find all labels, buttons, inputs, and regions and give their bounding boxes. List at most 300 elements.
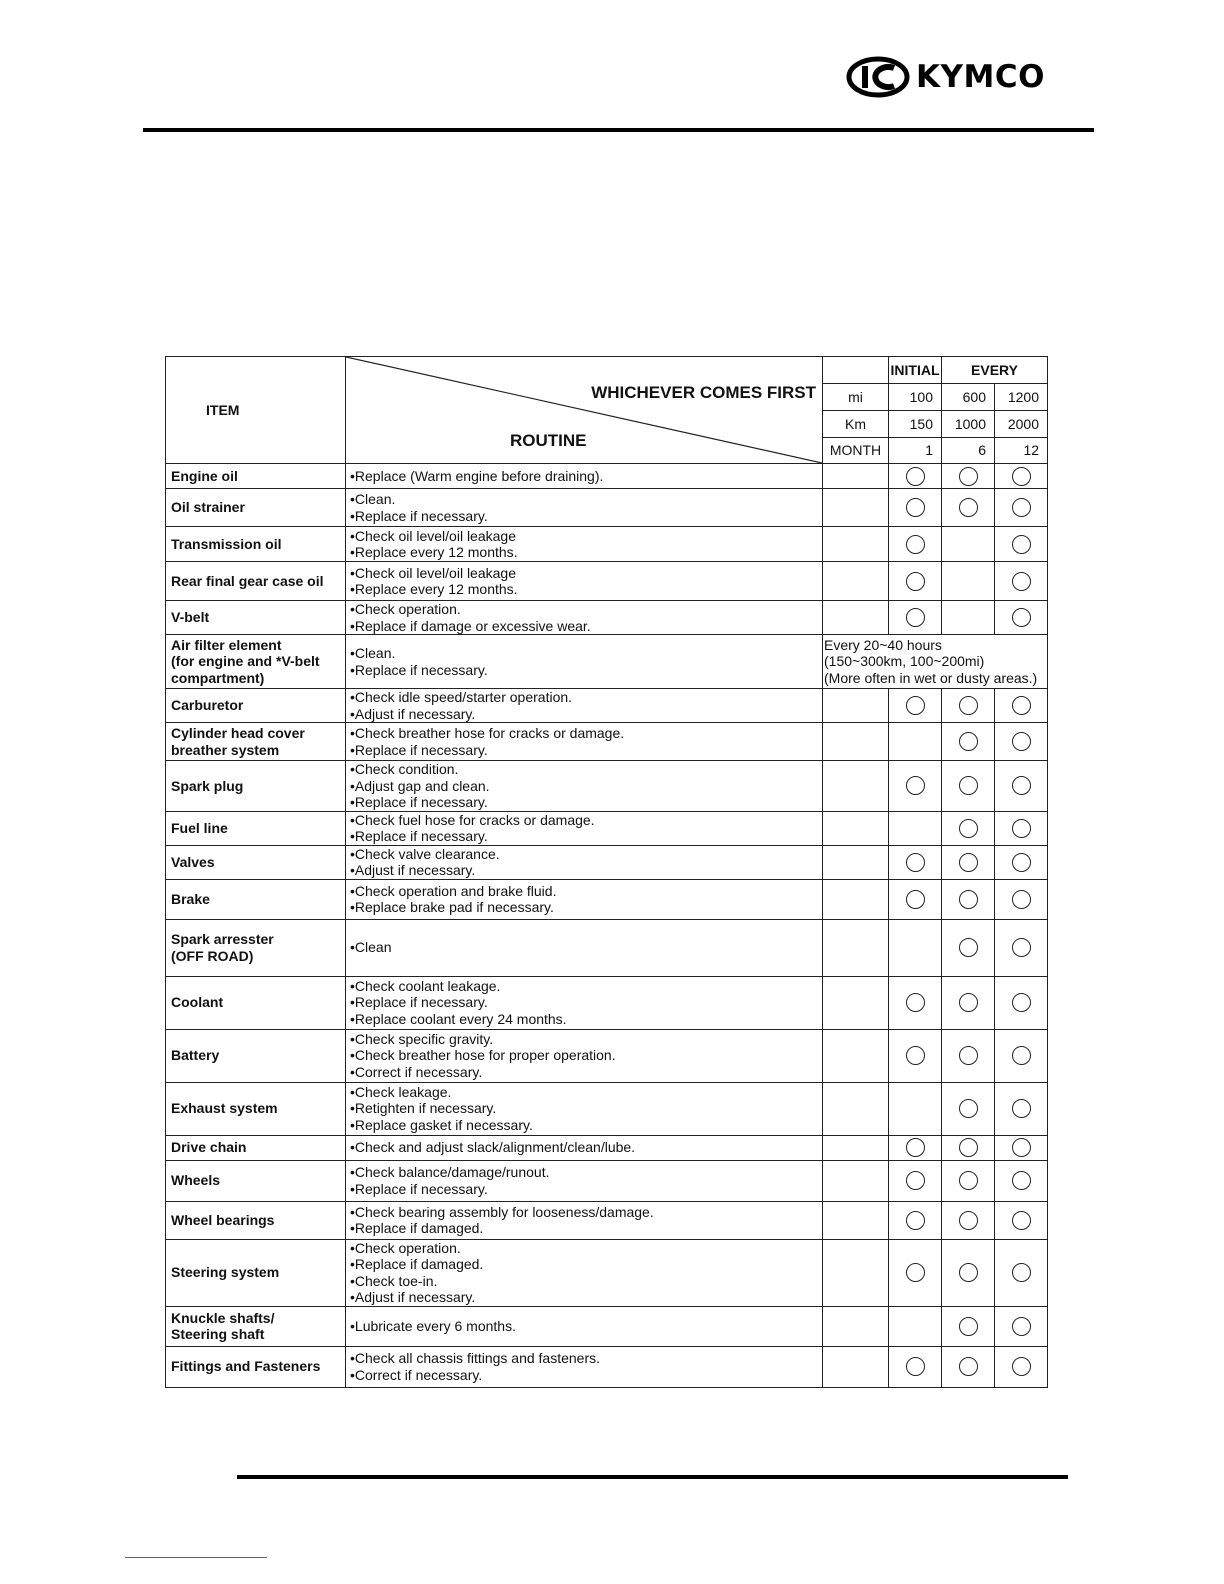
item-cell bbox=[166, 527, 346, 562]
routine-cell bbox=[346, 527, 823, 562]
table-row bbox=[166, 527, 1048, 562]
routine-step: •Check balance/damage/runout. bbox=[350, 1164, 550, 1180]
routine-step: •Correct if necessary. bbox=[350, 1063, 483, 1080]
routine-step: •Adjust if necessary. bbox=[350, 705, 476, 722]
blank-cell bbox=[823, 689, 889, 723]
interval-cell bbox=[942, 1239, 995, 1306]
interval-cell bbox=[942, 811, 995, 845]
item-cell bbox=[166, 723, 346, 761]
item-cell bbox=[166, 919, 346, 976]
check-circle-icon bbox=[906, 535, 925, 554]
check-circle-icon bbox=[906, 1138, 925, 1157]
top-rule bbox=[143, 128, 1094, 132]
item-name: Fuel line bbox=[171, 819, 228, 836]
interval-cell bbox=[942, 845, 995, 879]
routine-step: •Check operation. bbox=[350, 601, 461, 617]
interval-cell bbox=[995, 489, 1048, 527]
interval-cell bbox=[942, 761, 995, 812]
item-cell bbox=[166, 1160, 346, 1201]
blank-cell bbox=[823, 489, 889, 527]
routine-step: •Replace if damage or excessive wear. bbox=[350, 617, 591, 634]
routine-cell bbox=[346, 689, 823, 723]
item-name: Oil strainer bbox=[171, 499, 245, 516]
item-name: Battery bbox=[171, 1047, 220, 1064]
interval-cell bbox=[942, 1082, 995, 1135]
check-circle-icon bbox=[906, 572, 925, 591]
interval-cell bbox=[995, 1346, 1048, 1387]
check-circle-icon bbox=[1012, 732, 1031, 751]
blank-cell bbox=[823, 879, 889, 919]
check-circle-icon bbox=[906, 1171, 925, 1190]
interval-cell bbox=[995, 601, 1048, 635]
routine-cell bbox=[346, 562, 823, 601]
check-circle-icon bbox=[906, 1211, 925, 1230]
routine-cell bbox=[346, 1160, 823, 1201]
item-name: Air filter element bbox=[171, 636, 282, 653]
item-name: Transmission oil bbox=[171, 535, 282, 552]
routine-step: •Retighten if necessary. bbox=[350, 1100, 497, 1117]
interval-cell bbox=[942, 1029, 995, 1082]
interval-cell bbox=[995, 723, 1048, 761]
unit-value: 6 bbox=[942, 438, 995, 464]
check-circle-icon bbox=[959, 1138, 978, 1157]
item-cell bbox=[166, 601, 346, 635]
interval-cell bbox=[942, 919, 995, 976]
interval-cell bbox=[995, 1239, 1048, 1306]
routine-cell bbox=[346, 464, 823, 489]
check-circle-icon bbox=[906, 853, 925, 872]
interval-cell bbox=[942, 1160, 995, 1201]
blank-cell bbox=[823, 845, 889, 879]
item-name: Spark plug bbox=[171, 777, 244, 794]
check-circle-icon bbox=[959, 1046, 978, 1065]
table-row bbox=[166, 1346, 1048, 1387]
routine-step: •Replace every 12 months. bbox=[350, 544, 518, 560]
table-row bbox=[166, 976, 1048, 1029]
routine-step: •Replace gasket if necessary. bbox=[350, 1116, 533, 1133]
item-cell bbox=[166, 1201, 346, 1239]
interval-cell bbox=[889, 489, 942, 527]
interval-cell bbox=[889, 1082, 942, 1135]
check-circle-icon bbox=[906, 993, 925, 1012]
routine-step: •Clean bbox=[350, 939, 392, 956]
interval-cell bbox=[942, 562, 995, 601]
check-circle-icon bbox=[1012, 819, 1031, 838]
check-circle-icon bbox=[1012, 467, 1031, 486]
routine-cell bbox=[346, 845, 823, 879]
check-circle-icon bbox=[906, 608, 925, 627]
routine-cell bbox=[346, 635, 823, 689]
kymco-emblem-icon bbox=[846, 56, 910, 98]
interval-cell bbox=[942, 489, 995, 527]
blank-cell bbox=[823, 1029, 889, 1082]
check-circle-icon bbox=[906, 776, 925, 795]
routine-step: •Replace if necessary. bbox=[350, 794, 488, 810]
check-circle-icon bbox=[906, 890, 925, 909]
unit-label: mi bbox=[823, 384, 889, 411]
item-cell bbox=[166, 811, 346, 845]
unit-label: Km bbox=[823, 411, 889, 438]
interval-cell bbox=[889, 689, 942, 723]
routine-step: •Check and adjust slack/alignment/clean/lube. bbox=[350, 1139, 636, 1156]
table-row bbox=[166, 919, 1048, 976]
interval-cell bbox=[942, 1201, 995, 1239]
item-name: Spark arresster bbox=[171, 931, 274, 947]
routine-step: •Check all chassis fittings and fasteners. bbox=[350, 1350, 601, 1366]
check-circle-icon bbox=[1012, 572, 1031, 591]
interval-cell bbox=[889, 811, 942, 845]
check-circle-icon bbox=[959, 890, 978, 909]
routine-step: •Clean. bbox=[350, 645, 396, 661]
item-name: Fittings and Fasteners bbox=[171, 1358, 321, 1375]
check-circle-icon bbox=[1012, 1263, 1031, 1282]
check-circle-icon bbox=[1012, 1357, 1031, 1376]
routine-step: •Replace if damaged. bbox=[350, 1256, 484, 1272]
check-circle-icon bbox=[959, 1211, 978, 1230]
item-cell bbox=[166, 1346, 346, 1387]
interval-cell bbox=[942, 527, 995, 562]
check-circle-icon bbox=[959, 853, 978, 872]
header-initial: INITIAL bbox=[889, 357, 942, 384]
item-name: Engine oil bbox=[171, 467, 238, 484]
interval-cell bbox=[889, 845, 942, 879]
unit-value: 100 bbox=[889, 384, 942, 411]
routine-cell bbox=[346, 1346, 823, 1387]
item-name: Cylinder head cover bbox=[171, 725, 305, 741]
header-item: ITEM bbox=[166, 357, 346, 464]
routine-cell bbox=[346, 919, 823, 976]
table-row bbox=[166, 464, 1048, 489]
blank-cell bbox=[823, 1135, 889, 1160]
check-circle-icon bbox=[959, 1263, 978, 1282]
check-circle-icon bbox=[959, 776, 978, 795]
check-circle-icon bbox=[1012, 696, 1031, 715]
header-routine-cell bbox=[346, 357, 823, 464]
routine-step: •Check breather hose for proper operation. bbox=[350, 1047, 616, 1064]
unit-value: 2000 bbox=[995, 411, 1048, 438]
routine-step: •Replace if necessary. bbox=[350, 994, 488, 1011]
header-every: EVERY bbox=[942, 357, 1048, 384]
item-name: Wheels bbox=[171, 1172, 221, 1189]
check-circle-icon bbox=[1012, 608, 1031, 627]
check-circle-icon bbox=[959, 938, 978, 957]
interval-cell bbox=[942, 1346, 995, 1387]
table-row bbox=[166, 1160, 1048, 1201]
interval-cell bbox=[995, 1201, 1048, 1239]
routine-step: •Replace if necessary. bbox=[350, 828, 488, 844]
table-row bbox=[166, 845, 1048, 879]
table-row bbox=[166, 1201, 1048, 1239]
brand-name: KYMCO bbox=[916, 59, 1045, 95]
table-row bbox=[166, 562, 1048, 601]
table-row bbox=[166, 635, 1048, 689]
check-circle-icon bbox=[906, 467, 925, 486]
routine-cell bbox=[346, 489, 823, 527]
table-row bbox=[166, 879, 1048, 919]
blank-cell bbox=[823, 1082, 889, 1135]
routine-step: •Check coolant leakage. bbox=[350, 977, 501, 994]
check-circle-icon bbox=[906, 1263, 925, 1282]
check-circle-icon bbox=[1012, 853, 1031, 872]
interval-cell bbox=[889, 761, 942, 812]
interval-cell bbox=[995, 976, 1048, 1029]
check-circle-icon bbox=[959, 498, 978, 517]
kymco-logo bbox=[846, 56, 1045, 98]
header-routine: ROUTINE bbox=[510, 431, 587, 450]
item-cell bbox=[166, 489, 346, 527]
routine-step: •Replace coolant every 24 months. bbox=[350, 1010, 567, 1027]
check-circle-icon bbox=[1012, 776, 1031, 795]
item-name: Steering system bbox=[171, 1264, 280, 1281]
routine-step: •Check operation and brake fluid. bbox=[350, 882, 557, 899]
check-circle-icon bbox=[906, 1046, 925, 1065]
interval-cell bbox=[942, 1135, 995, 1160]
interval-cell bbox=[889, 527, 942, 562]
blank-cell bbox=[823, 1239, 889, 1306]
routine-step: •Check breather hose for cracks or damage. bbox=[350, 725, 625, 741]
item-name: Exhaust system bbox=[171, 1100, 278, 1117]
interval-note-line: (150~300km, 100~200mi) bbox=[824, 653, 985, 670]
item-name: Knuckle shafts/ bbox=[171, 1309, 275, 1326]
interval-cell bbox=[995, 879, 1048, 919]
blank-cell bbox=[823, 761, 889, 812]
table-row bbox=[166, 1239, 1048, 1306]
item-name: (for engine and *V-belt bbox=[171, 653, 320, 670]
footer-link-underline bbox=[125, 1557, 267, 1558]
routine-step: •Adjust if necessary. bbox=[350, 862, 476, 878]
header-whichever: WHICHEVER COMES FIRST bbox=[591, 383, 816, 402]
blank-cell bbox=[823, 601, 889, 635]
item-cell bbox=[166, 562, 346, 601]
unit-value: 1200 bbox=[995, 384, 1048, 411]
item-cell bbox=[166, 1239, 346, 1306]
interval-cell bbox=[995, 527, 1048, 562]
interval-cell bbox=[942, 879, 995, 919]
routine-step: •Check oil level/oil leakage bbox=[350, 527, 516, 544]
check-circle-icon bbox=[959, 819, 978, 838]
interval-cell bbox=[889, 1135, 942, 1160]
unit-value: 150 bbox=[889, 411, 942, 438]
interval-cell bbox=[889, 601, 942, 635]
routine-step: •Correct if necessary. bbox=[350, 1366, 483, 1383]
table-row bbox=[166, 601, 1048, 635]
routine-step: •Adjust if necessary. bbox=[350, 1289, 476, 1305]
blank-cell bbox=[823, 919, 889, 976]
interval-cell bbox=[995, 1306, 1048, 1346]
routine-step: •Replace every 12 months. bbox=[350, 581, 518, 597]
routine-cell bbox=[346, 601, 823, 635]
interval-cell bbox=[995, 845, 1048, 879]
routine-step: •Replace if necessary. bbox=[350, 1180, 488, 1197]
item-name: compartment) bbox=[171, 669, 265, 686]
item-name: Coolant bbox=[171, 994, 224, 1011]
check-circle-icon bbox=[1012, 1099, 1031, 1118]
table-row bbox=[166, 723, 1048, 761]
routine-cell bbox=[346, 1306, 823, 1346]
item-name: Wheel bearings bbox=[171, 1211, 275, 1228]
interval-cell bbox=[942, 689, 995, 723]
header-blank bbox=[823, 357, 889, 384]
table-row bbox=[166, 761, 1048, 812]
routine-step: •Check bearing assembly for looseness/damage. bbox=[350, 1203, 654, 1220]
check-circle-icon bbox=[1012, 1138, 1031, 1157]
routine-step: •Adjust gap and clean. bbox=[350, 777, 490, 794]
routine-step: •Replace brake pad if necessary. bbox=[350, 899, 554, 915]
interval-cell bbox=[889, 464, 942, 489]
routine-step: •Check idle speed/starter operation. bbox=[350, 689, 573, 705]
routine-step: •Replace if necessary. bbox=[350, 507, 488, 524]
check-circle-icon bbox=[959, 1357, 978, 1376]
interval-cell bbox=[995, 562, 1048, 601]
routine-step: •Replace if necessary. bbox=[350, 741, 488, 758]
interval-cell bbox=[995, 689, 1048, 723]
routine-step: •Check leakage. bbox=[350, 1083, 452, 1100]
routine-step: •Lubricate every 6 months. bbox=[350, 1317, 516, 1334]
interval-cell bbox=[942, 464, 995, 489]
interval-cell bbox=[995, 464, 1048, 489]
item-cell bbox=[166, 1029, 346, 1082]
item-name: (OFF ROAD) bbox=[171, 947, 254, 964]
unit-value: 12 bbox=[995, 438, 1048, 464]
check-circle-icon bbox=[1012, 993, 1031, 1012]
interval-cell bbox=[942, 601, 995, 635]
interval-cell bbox=[889, 879, 942, 919]
check-circle-icon bbox=[1012, 890, 1031, 909]
blank-cell bbox=[823, 1160, 889, 1201]
interval-cell bbox=[995, 811, 1048, 845]
table-row bbox=[166, 811, 1048, 845]
table-row bbox=[166, 489, 1048, 527]
item-cell bbox=[166, 879, 346, 919]
header-row-1 bbox=[166, 357, 1048, 384]
routine-cell bbox=[346, 723, 823, 761]
item-name: V-belt bbox=[171, 609, 210, 626]
item-cell bbox=[166, 845, 346, 879]
check-circle-icon bbox=[959, 696, 978, 715]
routine-cell bbox=[346, 879, 823, 919]
check-circle-icon bbox=[906, 1357, 925, 1376]
unit-value: 1 bbox=[889, 438, 942, 464]
interval-note-line: Every 20~40 hours bbox=[824, 636, 942, 653]
routine-step: •Check specific gravity. bbox=[350, 1030, 494, 1047]
routine-step: •Check fuel hose for cracks or damage. bbox=[350, 811, 595, 828]
table-row bbox=[166, 1082, 1048, 1135]
check-circle-icon bbox=[1012, 1211, 1031, 1230]
check-circle-icon bbox=[1012, 498, 1031, 517]
interval-cell bbox=[995, 919, 1048, 976]
maintenance-schedule-table bbox=[165, 356, 1048, 1388]
routine-cell bbox=[346, 1201, 823, 1239]
interval-cell bbox=[889, 1029, 942, 1082]
item-name: Drive chain bbox=[171, 1139, 247, 1156]
item-name: Brake bbox=[171, 890, 210, 907]
table-row bbox=[166, 1306, 1048, 1346]
check-circle-icon bbox=[959, 1171, 978, 1190]
interval-cell bbox=[995, 1029, 1048, 1082]
routine-step: •Replace if damaged. bbox=[350, 1220, 484, 1236]
check-circle-icon bbox=[1012, 1317, 1031, 1336]
unit-value: 600 bbox=[942, 384, 995, 411]
interval-cell bbox=[889, 723, 942, 761]
check-circle-icon bbox=[906, 696, 925, 715]
interval-cell bbox=[889, 976, 942, 1029]
interval-cell bbox=[995, 761, 1048, 812]
routine-step: •Check toe-in. bbox=[350, 1272, 438, 1289]
blank-cell bbox=[823, 1201, 889, 1239]
check-circle-icon bbox=[959, 467, 978, 486]
table-body bbox=[166, 357, 1048, 1388]
interval-cell bbox=[942, 723, 995, 761]
check-circle-icon bbox=[959, 1317, 978, 1336]
item-cell bbox=[166, 1135, 346, 1160]
check-circle-icon bbox=[959, 1099, 978, 1118]
blank-cell bbox=[823, 723, 889, 761]
routine-step: •Check oil level/oil leakage bbox=[350, 564, 516, 581]
interval-cell bbox=[889, 919, 942, 976]
routine-step: •Replace (Warm engine before draining). bbox=[350, 467, 604, 484]
interval-note-line: (More often in wet or dusty areas.) bbox=[824, 669, 1038, 686]
check-circle-icon bbox=[959, 993, 978, 1012]
table-row bbox=[166, 689, 1048, 723]
check-circle-icon bbox=[1012, 1046, 1031, 1065]
interval-cell bbox=[942, 976, 995, 1029]
item-name: Carburetor bbox=[171, 697, 244, 714]
check-circle-icon bbox=[906, 498, 925, 517]
table-row bbox=[166, 1029, 1048, 1082]
routine-step: •Check condition. bbox=[350, 761, 459, 777]
check-circle-icon bbox=[1012, 938, 1031, 957]
routine-step: •Check valve clearance. bbox=[350, 845, 500, 862]
routine-cell bbox=[346, 976, 823, 1029]
interval-note bbox=[823, 635, 1048, 689]
interval-cell bbox=[995, 1160, 1048, 1201]
interval-cell bbox=[995, 1135, 1048, 1160]
interval-cell bbox=[889, 1201, 942, 1239]
item-name: Steering shaft bbox=[171, 1326, 265, 1342]
routine-cell bbox=[346, 1029, 823, 1082]
item-cell bbox=[166, 976, 346, 1029]
item-cell bbox=[166, 761, 346, 812]
check-circle-icon bbox=[1012, 1171, 1031, 1190]
routine-cell bbox=[346, 1239, 823, 1306]
unit-label: MONTH bbox=[823, 438, 889, 464]
item-cell bbox=[166, 1306, 346, 1346]
item-name: Rear final gear case oil bbox=[171, 572, 324, 589]
blank-cell bbox=[823, 527, 889, 562]
blank-cell bbox=[823, 1306, 889, 1346]
blank-cell bbox=[823, 562, 889, 601]
item-cell bbox=[166, 464, 346, 489]
routine-cell bbox=[346, 761, 823, 812]
routine-step: •Check operation. bbox=[350, 1239, 461, 1256]
interval-cell bbox=[889, 1306, 942, 1346]
routine-step: •Clean. bbox=[350, 491, 396, 507]
check-circle-icon bbox=[1012, 535, 1031, 554]
item-cell bbox=[166, 1082, 346, 1135]
check-circle-icon bbox=[959, 732, 978, 751]
item-cell bbox=[166, 635, 346, 689]
unit-value: 1000 bbox=[942, 411, 995, 438]
interval-cell bbox=[889, 1346, 942, 1387]
interval-cell bbox=[942, 1306, 995, 1346]
bottom-rule bbox=[237, 1475, 1068, 1479]
item-name: Valves bbox=[171, 853, 215, 870]
routine-step: •Replace if necessary. bbox=[350, 661, 488, 678]
blank-cell bbox=[823, 811, 889, 845]
interval-cell bbox=[995, 1082, 1048, 1135]
item-cell bbox=[166, 689, 346, 723]
table-row bbox=[166, 1135, 1048, 1160]
